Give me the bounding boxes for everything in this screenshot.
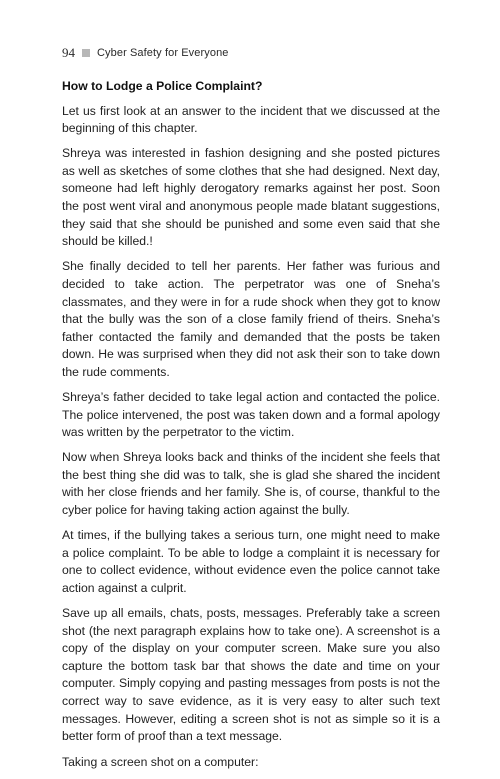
parents-paragraph: She finally decided to tell her parents. Her father was furious and decided to take action. The perpetrator was one of Sneha’s classmates, and they were in for a rude shock when they got to know that the bully was the son of a close family friend of theirs. Sneha’s father contacted the family and demanded that the posts be taken down. He was surprised when they did not ask their son to take down the rude comments.	[62, 259, 440, 379]
running-head	[62, 45, 229, 61]
legal-action-paragraph: Shreya’s father decided to take legal action and contacted the police. The police intervened, the post was taken down and a formal apology was written by the perpetrator to the victim.	[62, 390, 440, 440]
page-body	[62, 78, 440, 779]
book-title: Cyber Safety for Everyone	[97, 47, 229, 59]
section-heading: How to Lodge a Police Complaint?	[62, 79, 263, 93]
square-separator-icon	[82, 49, 90, 57]
intro-paragraph: Let us first look at an answer to the incident that we discussed at the beginning of this chapter.	[62, 103, 440, 136]
evidence-paragraph: Save up all emails, chats, posts, messages. Preferably take a screen shot (the next paragraph explains how to take one). A screenshot is a copy of the display on your computer screen. Make sure you also capture the bottom task bar that shows the date and time on your computer. Simply copying and pasting messages from posts is not the correct way to save evidence, as it is very easy to alter such text messages. However, editing a screen shot is not as simple so it is a better form of proof than a text message.	[62, 606, 440, 744]
page-number: 94	[62, 45, 75, 60]
screenshot-instruction-line: Taking a screen shot on a computer:	[62, 754, 259, 769]
police-complaint-paragraph: At times, if the bullying takes a serious turn, one might need to make a police complaint. To be able to lodge a complaint it is necessary for one to collect evidence, without evidence even the police cannot take action against a culprit.	[62, 528, 440, 595]
incident-paragraph: Shreya was interested in fashion designing and she posted pictures as well as sketches of some clothes that she had designed. Next day, someone had left highly derogatory remarks against her post. Soon the post went viral and anonymous people made blatant suggestions, they said that she should be punished and some even said that she should be killed.!	[62, 146, 440, 249]
reflection-paragraph: Now when Shreya looks back and thinks of the incident she feels that the best thing she did was to talk, she is glad she shared the incident with her close friends and her family. She is, of course, thankful to the cyber police for having taking action against the bully.	[62, 450, 440, 518]
